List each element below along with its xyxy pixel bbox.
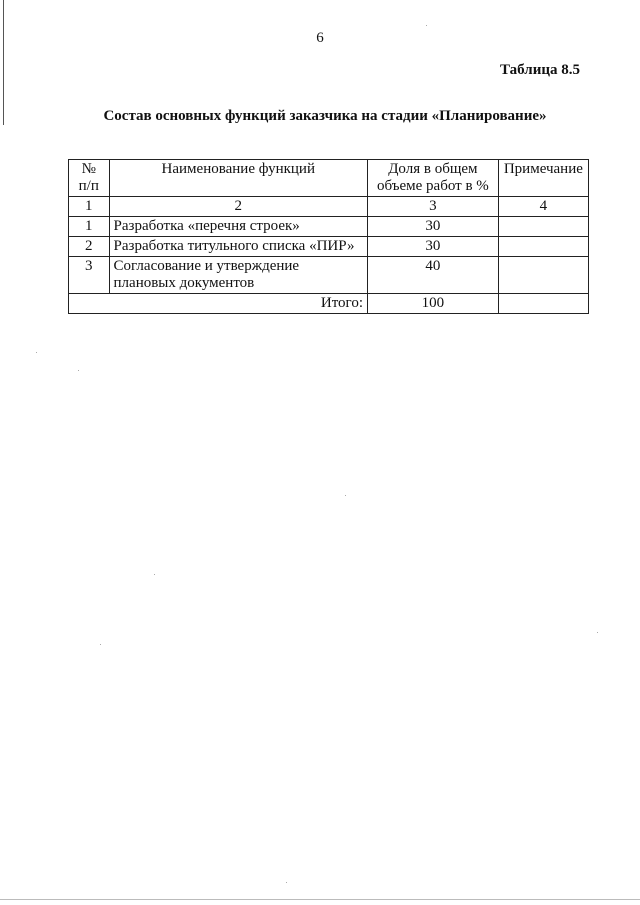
table-row [69, 237, 589, 257]
header-share [368, 160, 499, 197]
total-note [498, 294, 588, 314]
scan-speck [597, 632, 598, 633]
header-number [69, 160, 110, 197]
row-note [498, 237, 588, 257]
functions-table [68, 159, 589, 314]
column-index-row [69, 197, 589, 217]
header-number-line1: № [81, 161, 96, 177]
table-row [69, 257, 589, 294]
header-name: Наименование функций [109, 160, 367, 197]
header-note: Примечание [498, 160, 588, 197]
total-row [69, 294, 589, 314]
row-number: 2 [69, 237, 110, 257]
scan-speck [286, 882, 287, 883]
row-share: 30 [368, 237, 499, 257]
header-number-line2: п/п [78, 178, 99, 194]
row-share: 30 [368, 217, 499, 237]
row-share: 40 [368, 257, 499, 294]
row-name-line1: Согласование и утверждение [113, 258, 300, 274]
scan-speck [78, 370, 79, 371]
header-share-line2: объеме работ в % [376, 178, 489, 194]
page-title: Состав основных функций заказчика на стадии «Планирование» [103, 108, 547, 124]
row-number: 3 [69, 257, 110, 294]
scan-speck [36, 352, 37, 353]
row-name-line2: плановых документов [113, 275, 255, 291]
column-index: 1 [69, 197, 110, 217]
row-note [498, 217, 588, 237]
table-label: Таблица 8.5 [500, 62, 580, 78]
scan-speck [100, 644, 101, 645]
row-name [109, 257, 367, 294]
row-name: Разработка «перечня строек» [109, 217, 367, 237]
scan-bottom-line [0, 899, 640, 900]
total-value: 100 [368, 294, 499, 314]
column-index: 3 [368, 197, 499, 217]
scan-edge-line [3, 0, 4, 125]
table-header-row [69, 160, 589, 197]
column-index: 2 [109, 197, 367, 217]
row-number: 1 [69, 217, 110, 237]
table-row [69, 217, 589, 237]
scan-speck [345, 495, 346, 496]
row-name: Разработка титульного списка «ПИР» [109, 237, 367, 257]
page-number: 6 [316, 30, 324, 46]
column-index: 4 [498, 197, 588, 217]
row-note [498, 257, 588, 294]
total-label: Итого: [69, 294, 368, 314]
scan-speck [426, 25, 427, 26]
header-share-line1: Доля в общем [388, 161, 478, 177]
scan-speck [154, 574, 155, 575]
